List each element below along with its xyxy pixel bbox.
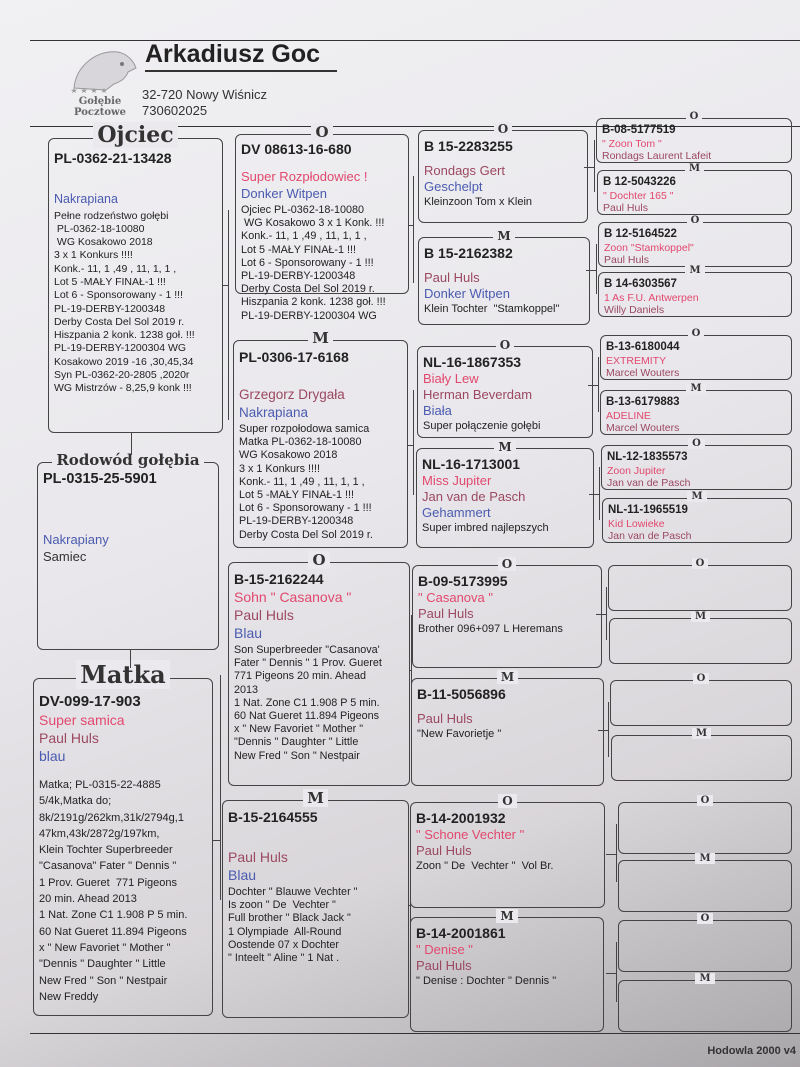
feather-color: blau [39,748,66,764]
label-text: O [686,111,703,122]
owner-name: Marcel Wouters [606,421,680,434]
note-line: Fater " Dennis " 1 Prov. Gueret [234,657,382,670]
connector-line [410,855,411,975]
note-line: 771 Pigeons 20 min. Ahead [234,670,367,683]
spacer [43,489,213,531]
owner-name: Rondags Laurent Lafeit [602,149,712,162]
generation-label [33,660,213,690]
title-underline [145,70,337,72]
feather-color: Nakrapiana [239,404,309,420]
note-line: Is zoon " De Vechter " [228,899,336,912]
note-line: PL-19-DERBY-1200304 WG [241,309,377,322]
note-line: 47km,43k/2872g/197km, [39,827,160,840]
label-text: M [687,491,706,502]
ring-number: B-14-2001932 [416,810,506,826]
label-text: O [308,551,329,569]
feather-color: Geschelpt [424,179,483,194]
note-line: 8k/2191g/262km,31k/2794g,1 [39,811,184,824]
address: 32-720 Nowy Wiśnicz [142,87,267,102]
note-line: PL-19-DERBY-1200304 WG [54,342,187,355]
note-line: Matka PL-0362-18-10080 [239,436,362,449]
connector-line [616,942,617,1002]
generation-label [608,559,792,569]
note-line: Lot 6 - Sponsorowany - 1 !!! [239,502,372,515]
owner-name: Jan van de Pasch [608,529,692,542]
note-line: Derby Costa Del Sol 2019 r. [241,283,375,296]
ancestor-box [598,272,792,317]
note-line: Klein Tochter Superbreeder [39,844,173,857]
spacer [241,158,403,168]
owner-name: Paul Huls [604,253,649,266]
generation-label [417,339,593,351]
ancestor-box [618,860,792,912]
label-text: Ojciec [93,122,177,148]
generation-label [618,914,792,924]
label-text: Rodowód gołębia [52,451,203,469]
note-line: Kosakowo 2019 -16 ,30,45,34 [54,355,194,368]
connector-line [606,973,616,974]
spacer [424,155,582,163]
note-line: Super połączenie gołębi [423,420,541,432]
note-line: Kleinzoon Tom x Klein [424,196,533,208]
note-line: "Dennis " Daughter " Little [234,736,359,749]
ring-number: NL-11-1965519 [608,504,688,516]
ring-number: B 12-5043226 [603,176,676,188]
ring-number: PL-0315-25-5901 [43,471,157,487]
generation-label [411,671,604,683]
note-line: Derby Costa Del Sol 2019 r. [239,528,373,541]
great-grandparent-box [410,917,604,1032]
note-line: PL-0362-18-10080 [54,222,145,235]
spacer [228,826,403,848]
note-line: Klein Tochter "Stamkoppel" [424,303,560,315]
label-text: M [497,670,518,684]
great-grandparent-box [417,346,593,438]
grandparent-box [233,340,408,548]
note-line: New Fred " Son " Nestpair [234,749,360,762]
note-line: 1 Nat. Zone C1 1.908 P 5 min. [39,909,188,922]
label-text: Matka [76,660,169,689]
bird-name: " Casanova " [418,590,493,605]
spacer [424,262,584,270]
generation-label [600,329,792,339]
ancestor-box [598,222,792,267]
feather-color: Blau [228,867,257,883]
ring-number: DV 08613-16-680 [241,141,352,157]
note-line: Oostende 07 x Dochter [228,938,340,951]
ring-number: B-09-5173995 [418,573,508,589]
ring-number: B 15-2162382 [424,245,513,261]
generation-label [610,674,792,684]
great-grandparent-box [416,448,594,548]
note-line: WG Kosakowo 3 x 1 Konk. !!! [241,217,385,230]
note-line: Super rozpołodowa samica [239,423,370,435]
ring-number: DV-099-17-903 [39,693,141,710]
bottom-rule [30,1033,800,1034]
label-text: M [494,440,515,454]
generation-label [416,441,594,453]
connector-line [213,840,220,841]
label-text: O [311,123,332,141]
bird-name: Kid Lowieke [608,517,665,530]
note-line: " Inteelt " Aline " 1 Nat . [228,952,340,965]
connector-line [413,176,414,283]
ring-number: NL-12-1835573 [607,451,688,463]
label-text: M [685,163,704,174]
great-grandparent-box [418,237,590,325]
subject-box [37,462,219,650]
generation-label [618,974,792,984]
ancestor-box [602,498,792,543]
ring-number: PL-0362-21-13428 [54,150,172,166]
bird-name: EXTREMITY [606,354,667,367]
note-line: Konk.- 11, 1 ,49 , 11, 1, 1 , [54,262,177,275]
owner-name: Paul Huls [603,201,648,214]
connector-line [220,675,221,900]
connector-line [131,433,132,455]
connector-line [608,702,609,757]
ring-number: B 15-2283255 [424,138,513,154]
bird-name: " Zoon Tom " [602,137,662,150]
owner-name: Paul Huls [39,730,99,746]
ring-number: B-14-2001861 [416,925,506,941]
connector-line [606,587,607,640]
generation-label [48,122,223,149]
owner-name: Paul Huls [417,711,473,726]
grandparent-box [235,134,409,322]
note-line: Lot 5 -MAŁY FINAŁ-1 !!! [54,275,166,288]
footer-software: Hodowla 2000 v4 [707,1045,796,1057]
note-line: Lot 5 -MAŁY FINAŁ-1 !!! [239,489,355,502]
label-text: O [697,795,714,806]
owner-name: Jan van de Pasch [607,476,691,489]
label-text: M [695,973,714,984]
label-text: O [697,913,714,924]
label-text: M [686,383,705,394]
ring-number: B-13-6180044 [606,341,680,353]
generation-label [611,729,792,739]
ancestor-box [609,618,792,664]
label-text: O [688,438,705,449]
generation-label [597,164,792,174]
sex: Samiec [43,548,87,564]
owner-name: Herman Beverdam [423,387,533,402]
note-line: Brother 096+097 L Heremans [418,623,563,635]
father-box [48,138,223,433]
connector-line [584,167,594,168]
ancestor-box [600,335,792,380]
generation-label [618,854,792,864]
generation-label [228,550,410,569]
note-line: Syn PL-0362-20-2805 ,2020r [54,369,190,382]
label-text: M [303,789,328,807]
generation-label [418,230,590,242]
connector-line [228,210,229,420]
generation-label [222,788,409,807]
ancestor-box [600,390,792,435]
ring-number: NL-16-1713001 [422,456,521,472]
label-text: M [685,265,704,276]
bird-name: Zoon Jupiter [607,464,666,477]
great-grandparent-box [410,802,605,908]
owner-name: Grzegorz Drygała [239,387,345,402]
generation-label [596,112,792,122]
bird-name: Miss Jupiter [422,473,492,488]
note-line: 2013 [234,683,259,696]
generation-label [598,266,792,276]
note-line: Hiszpania 2 konk. 1238 goł. !!! [241,296,386,309]
connector-line [130,650,131,668]
label-text: O [687,215,704,226]
note-line: 3 x 1 Konkurs !!!! [239,462,321,475]
bird-name: ADELINE [606,409,651,422]
note-line: 60 Nat Gueret 11.894 Pigeons [234,710,380,723]
note-line: Hiszpania 2 konk. 1238 goł. !!! [54,329,195,342]
note-line: WG Kosakowo 2018 [54,236,153,249]
ring-number: PL-0306-17-6168 [239,349,349,365]
generation-label [602,492,792,502]
mother-box [33,678,213,1016]
note-line: x " New Favoriet " Mother " [234,723,364,736]
label-text: O [494,122,512,136]
phone: 730602025 [142,103,208,118]
feather-color: Donker Witpen [241,186,327,201]
note-line: PL-19-DERBY-1200348 [239,515,354,528]
note-line: Konk.- 11, 1 ,49 , 11, 1, 1 , [241,230,367,243]
ring-number: B-08-5177519 [602,124,676,136]
ancestor-box [610,680,792,726]
connector-line [599,467,600,520]
label-text: M [695,853,714,864]
owner-name: Paul Huls [418,606,474,621]
note-line: Zoon " De Vechter " Vol Br. [416,860,554,872]
owner-name: Paul Huls [416,958,472,973]
note-line: "New Favorietje " [417,728,502,740]
bird-name: 1 As F.U. Antwerpen [604,291,699,304]
generation-label [618,796,792,806]
bird-name: Biały Lew [423,371,479,386]
grandparent-box [228,562,410,786]
spacer [239,366,402,386]
spacer [54,167,217,191]
bird-name: Super Rozpłodowiec ! [241,169,368,184]
connector-line [598,730,608,731]
note-line: 5/4k,Matka do; [39,795,112,808]
label-text: O [498,794,516,808]
note-line: New Freddy [39,990,99,1003]
feather-color: Nakrapiana [54,192,118,206]
note-line: Son Superbreeder "Casanova' [234,644,380,656]
note-line: "Dennis " Daughter " Little [39,958,166,971]
connector-line [589,494,599,495]
spacer [39,765,207,777]
ring-number: B-13-6179883 [606,396,680,408]
generation-label [609,612,792,622]
feather-color: Blau [234,625,263,641]
bird-name: " Dochter 165 " [603,189,674,202]
owner-name: Paul Huls [228,849,288,865]
logo-line: Gołębie [78,96,122,107]
generation-label [600,384,792,394]
note-line: x " New Favoriet " Mother " [39,941,171,954]
ancestor-box [618,920,792,972]
ancestor-box [618,980,792,1032]
note-line: Dochter " Blauwe Vechter " [228,886,358,898]
note-line: 1 Prov. Gueret 771 Pigeons [39,876,177,889]
note-line: PL-19-DERBY-1200348 [241,270,356,283]
connector-line [596,244,597,294]
owner-name: Jan van de Pasch [422,489,526,504]
label-text: O [498,557,516,571]
note-line: 60 Nat Gueret 11.894 Pigeons [39,925,187,938]
generation-label [598,216,792,226]
note-line: Konk.- 11, 1 ,49 , 11, 1, 1 , [239,475,365,488]
generation-label [601,439,792,449]
connector-line [594,140,595,192]
generation-label [418,123,588,135]
ring-number: B 12-5164522 [604,228,677,240]
owner-name: Marcel Wouters [606,366,680,379]
bird-name: Zoon "Stamkoppel" [604,241,694,254]
label-text: M [496,909,517,923]
connector-line [411,615,412,730]
label-text: M [692,728,711,739]
ancestor-box [601,445,792,490]
note-line: " Denise : Dochter " Dennis " [416,975,557,987]
label-text: O [693,673,710,684]
label-text: O [496,338,514,352]
grandparent-box [222,800,409,1018]
feather-color: Nakrapiany [43,531,109,547]
great-grandparent-box [412,565,602,668]
connector-line [413,390,414,495]
ancestor-box [596,118,792,163]
feather-color: Gehammert [422,505,491,520]
note-line: Super imbred najlepszych [422,522,549,534]
note-line: PL-19-DERBY-1200348 [54,302,166,315]
note-line: WG Kosakowo 2018 [239,449,338,462]
connector-line [588,385,598,386]
owner-name: Paul Huls [234,607,294,623]
note-line: 1 Olympiade All-Round [228,925,342,938]
note-line: Ojciec PL-0362-18-10080 [241,204,365,216]
bird-name: " Denise " [416,942,473,957]
generation-label [410,910,604,922]
generation-label [233,328,408,347]
note-line: Derby Costa Del Sol 2019 r. [54,315,185,328]
generation-label [412,558,602,570]
great-grandparent-box [418,130,588,223]
connector-line [598,357,599,412]
label-text: M [308,329,333,347]
note-line: 1 Nat. Zone C1 1.908 P 5 min. [234,696,380,709]
feather-color: Donker Witpen [424,286,510,301]
ring-number: B-15-2162244 [234,571,324,587]
note-line: 20 min. Ahead 2013 [39,893,137,906]
ring-number: NL-16-1867353 [423,354,522,370]
generation-label [37,450,219,469]
breeder-name: Arkadiusz Goc [145,40,321,68]
breeder-contact [142,87,267,119]
note-line: Lot 6 - Sponsorowany - 1 !!! [241,256,374,269]
feather-color: Biała [423,403,452,418]
label-text: M [493,229,514,243]
ring-number: B-11-5056896 [417,686,506,702]
owner-name: Paul Huls [424,270,480,285]
label-text: O [692,558,709,569]
note-line: Lot 5 -MAŁY FINAŁ-1 !!! [241,243,357,256]
note-line: WG Mistrzów - 8,25,9 konk !!! [54,382,192,395]
note-line: 3 x 1 Konkurs !!!! [54,249,133,262]
note-line: Full brother " Black Jack " [228,912,351,925]
owner-name: Willy Daniels [604,303,665,316]
great-grandparent-box [411,678,604,786]
note-line: Matka; PL-0315-22-4885 [39,779,161,791]
note-line: Pełne rodzeństwo gołębi [54,209,169,222]
connector-line [596,614,606,615]
note-line: "Casanova" Fater " Dennis " [39,860,177,873]
connector-line [586,270,596,271]
bird-name: Sohn " Casanova " [234,589,352,605]
bird-name: " Schone Vechter " [416,827,525,842]
generation-label [235,122,409,141]
ancestor-box [618,802,792,854]
ring-number: B-15-2164555 [228,809,318,825]
connector-line [616,824,617,882]
ancestor-box [611,735,792,781]
owner-name: Paul Huls [416,843,472,858]
label-text: O [688,328,705,339]
label-text: M [691,611,710,622]
note-line: New Fred " Son " Nestpair [39,974,168,987]
generation-label [410,795,605,807]
logo-line: Pocztowe [74,107,126,118]
ancestor-box [597,170,792,215]
ancestor-box [608,565,792,611]
logo-text [68,96,132,118]
ring-number: B 14-6303567 [604,278,677,290]
spacer [417,703,598,711]
note-line: Lot 6 - Sponsorowany - 1 !!! [54,289,183,302]
bird-name: Super samica [39,712,125,728]
owner-name: Rondags Gert [424,163,505,178]
pigeon-logo-icon [66,44,146,94]
connector-line [606,854,616,855]
